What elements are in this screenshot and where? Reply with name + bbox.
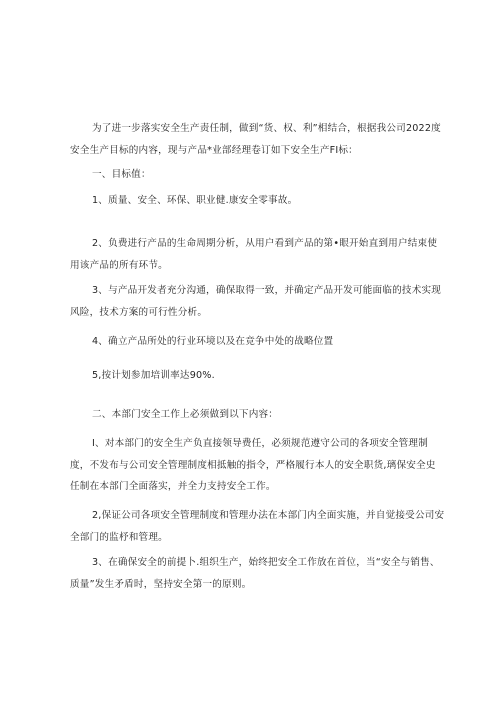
target-item-2: 2、负费进行产品的生命周期分析，从用户看到产品的第•眼开始直到用户结束使用该产品的所有环节。 xyxy=(70,238,438,271)
section-heading-targets: 一、目标值： xyxy=(92,169,151,180)
target-item-3: 3、与产品开发者充分沟通，确保取得一致，并确定产品开发可能面临的技术实现风险，技术方案的可行性分析。 xyxy=(70,285,442,318)
requirement-item-3: 3、在确保安全的前提卜.组织生产，始终把安全工作放在首位，当“安全与销售、质量”发生矛盾时，坚持安全第一的原则。 xyxy=(70,557,440,590)
target-item-1: 1、质量、安全、环保、职业健.康安全零事故。 xyxy=(92,195,298,206)
target-item-5: 5,按计划参加培训率达90%. xyxy=(92,370,215,381)
requirement-item-2: 2,保证公司各项安全管理制度和管理办法在本部门内全面实施，并自觉接受公司安全部门的监杼和管理。 xyxy=(70,510,445,543)
intro-paragraph: 为了进一步落实安全生产责任制，做到“货、权、利”相结合，根据我公司2022度安全生产目标的内容，现与产品*业部经理卷订如下安全生产FI标： xyxy=(70,123,441,156)
requirement-item-1: I、对本部门的安全生产负直接领导费任，必须规范遵守公司的各项安全管理制度，不发布与公司安全管理制度相抵触的指令，严格履行本人的安全职货,璃保安全史任制在本部门全面落实，并全力支持安全工作。 xyxy=(70,438,436,492)
section-heading-requirements: 二、本部门安全工作上必须做到以下内容： xyxy=(92,409,279,420)
target-item-4: 4、确立产品所处的行业环境以及在竞争中处的战略位置 xyxy=(92,336,334,347)
